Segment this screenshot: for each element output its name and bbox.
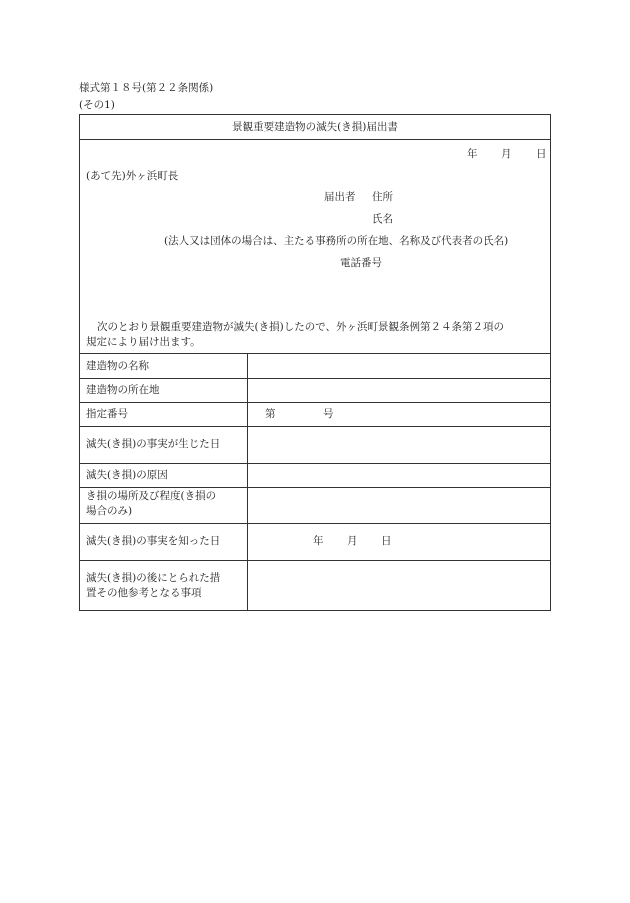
row-label-loss-cause: 滅失(き損)の原因 xyxy=(86,469,168,481)
row-label-building-location: 建造物の所在地 xyxy=(86,384,160,396)
row-label-loss-date: 滅失(き損)の事実が生じた日 xyxy=(86,438,221,450)
date-day-label: 日 xyxy=(536,148,547,160)
form-title: 景観重要建造物の滅失(き損)届出書 xyxy=(232,121,398,133)
date-year-label: 年 xyxy=(467,148,478,160)
divider xyxy=(80,523,550,524)
divider xyxy=(80,463,550,464)
statement-line-1: 次のとおり景観重要建造物が滅失(き損)したので、外ヶ浜町景観条例第２４条第２項の xyxy=(97,321,504,333)
addressee: (あて先)外ヶ浜町長 xyxy=(86,170,179,182)
designation-suffix: 号 xyxy=(323,408,334,420)
known-date-month: 月 xyxy=(347,535,358,547)
date-month-label: 月 xyxy=(501,148,512,160)
divider xyxy=(80,402,550,403)
row-label-building-name: 建造物の名称 xyxy=(86,360,149,372)
divider xyxy=(80,139,550,140)
known-date-day: 日 xyxy=(381,535,392,547)
designation-prefix: 第 xyxy=(265,408,276,420)
row-label-damage-extent-line-1: き損の場所及び程度(き損の xyxy=(86,490,217,502)
row-label-measures-line-1: 滅失(き損)の後にとられた措 xyxy=(86,572,221,584)
address-label: 住所 xyxy=(372,191,393,203)
row-label-damage-extent-line-2: 場合のみ) xyxy=(86,505,133,517)
column-divider xyxy=(247,353,248,610)
form-part: (その1) xyxy=(79,99,115,111)
notification-form xyxy=(79,114,551,611)
known-date-year: 年 xyxy=(313,535,324,547)
statement-line-2: 規定により届け出ます。 xyxy=(86,336,201,348)
divider xyxy=(80,353,550,354)
corporate-note: (法人又は団体の場合は、主たる事務所の所在地、名称及び代表者の氏名) xyxy=(164,235,509,247)
row-label-measures-line-2: 置その他参考となる事項 xyxy=(86,587,202,599)
divider xyxy=(80,487,550,488)
applicant-label: 届出者 xyxy=(324,191,356,203)
row-label-designation-number: 指定番号 xyxy=(86,408,128,420)
form-number: 様式第１８号(第２２条関係) xyxy=(79,82,214,94)
divider xyxy=(80,378,550,379)
name-label: 氏名 xyxy=(372,213,393,225)
phone-label: 電話番号 xyxy=(340,257,382,269)
divider xyxy=(80,426,550,427)
divider xyxy=(80,560,550,561)
row-label-known-date: 滅失(き損)の事実を知った日 xyxy=(86,535,221,547)
